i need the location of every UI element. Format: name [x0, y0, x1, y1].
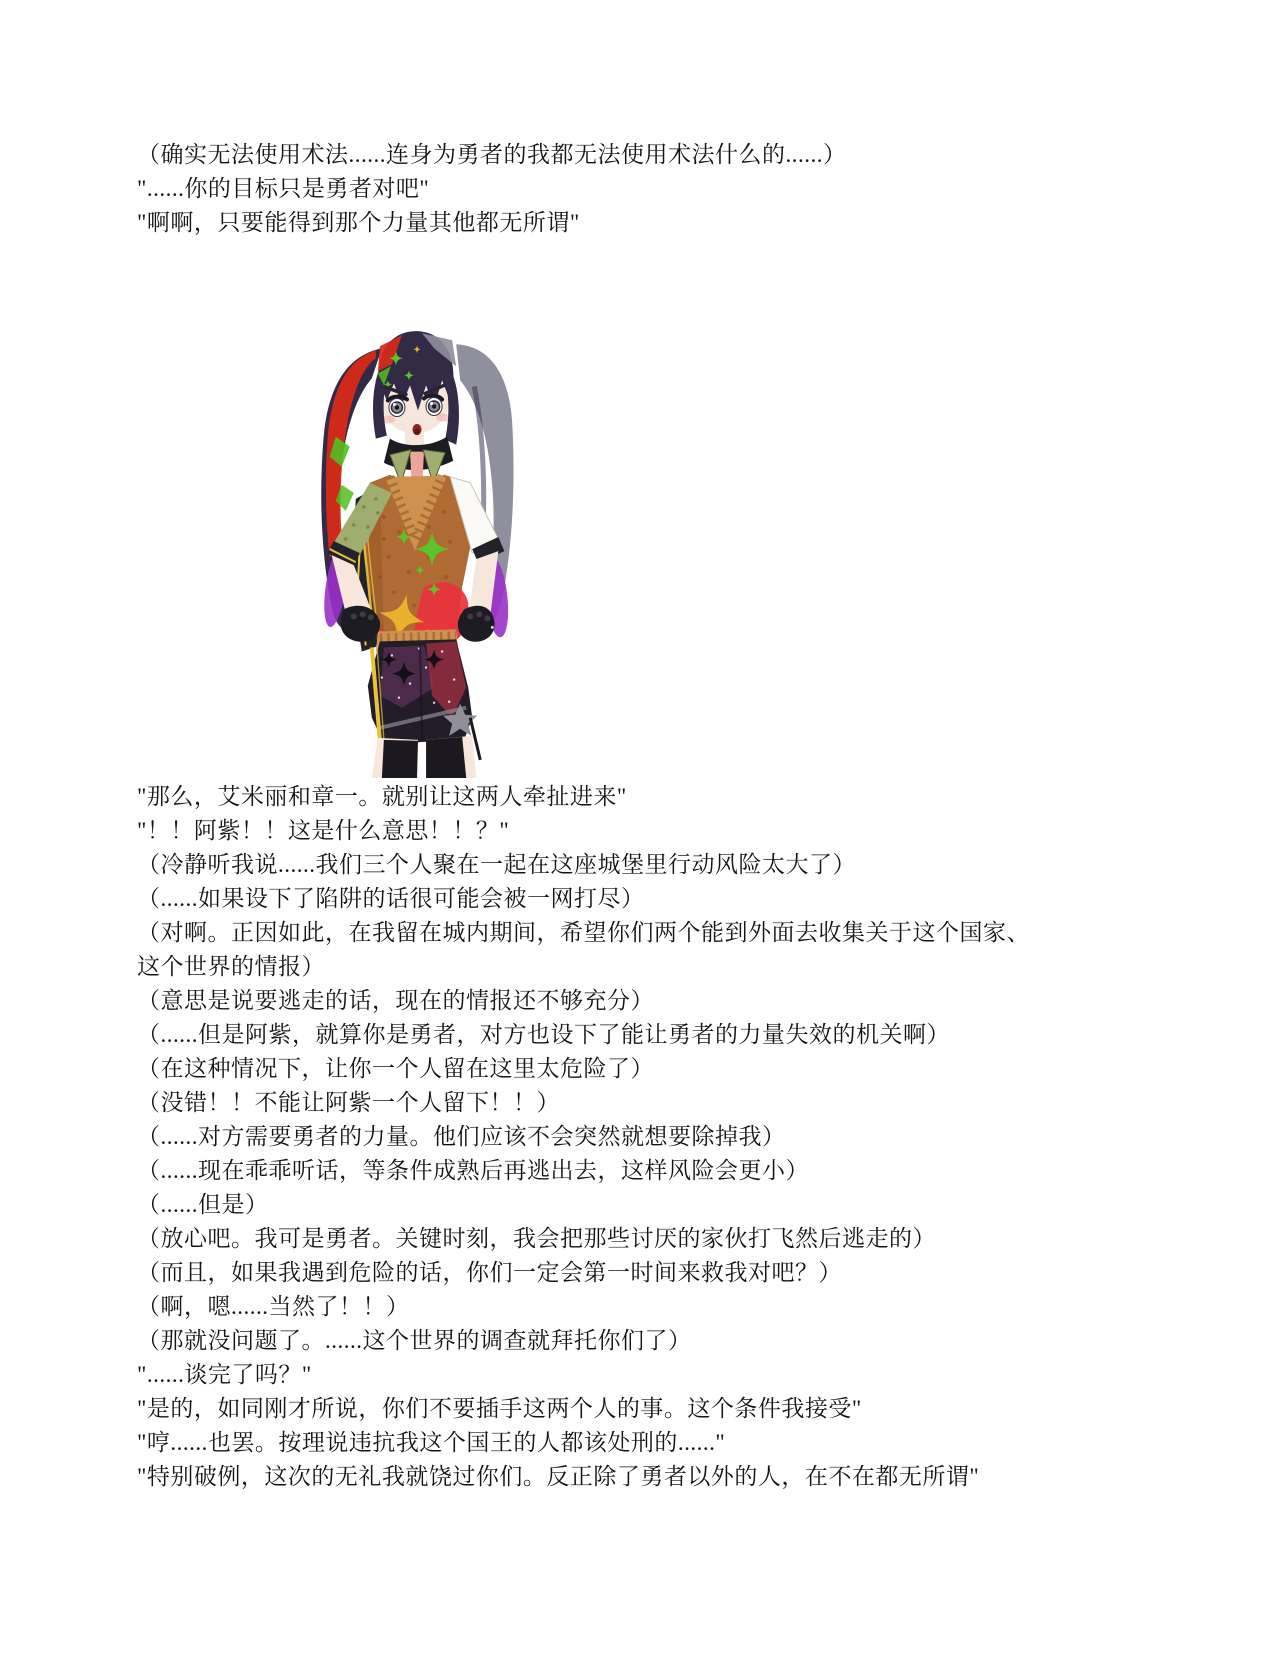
dialogue-line: "啊啊，只要能得到那个力量其他都无所谓"	[137, 210, 580, 235]
dialogue-line: （放心吧。我可是勇者。关键时刻，我会把那些讨厌的家伙打飞然后逃走的）	[137, 1226, 936, 1251]
character-illustration	[283, 286, 545, 778]
dialogue-line: （而且，如果我遇到危险的话，你们一定会第一时间来救我对吧？）	[137, 1260, 842, 1285]
dialogue-line: "哼......也罢。按理说违抗我这个国王的人都该处刑的......"	[137, 1430, 726, 1455]
twin-tail-girl-drawing	[283, 286, 545, 778]
dialogue-line: （......对方需要勇者的力量。他们应该不会突然就想要除掉我）	[137, 1124, 786, 1149]
dialogue-line: （意思是说要逃走的话，现在的情报还不够充分）	[137, 988, 654, 1013]
dialogue-line: "......谈完了吗？"	[137, 1362, 312, 1387]
dialogue-line: （确实无法使用术法......连身为勇者的我都无法使用术法什么的......）	[137, 142, 847, 167]
dialogue-line: "......你的目标只是勇者对吧"	[137, 176, 430, 201]
dialogue-line: "是的，如同刚才所说，你们不要插手这两个人的事。这个条件我接受"	[137, 1396, 862, 1421]
dialogue-line: （冷静听我说......我们三个人聚在一起在这座城堡里行动风险太大了）	[137, 852, 856, 877]
dialogue-line: （啊，嗯......当然了！！）	[137, 1294, 410, 1319]
dialogue-line: "特别破例，这次的无礼我就饶过你们。反正除了勇者以外的人，在不在都无所谓"	[137, 1464, 980, 1489]
dialogue-line: （没错！！不能让阿紫一个人留下！！）	[137, 1090, 560, 1115]
dialogue-line: （......但是）	[137, 1192, 269, 1217]
legs	[372, 736, 476, 778]
dialogue-line: （......现在乖乖听话，等条件成熟后再逃出去，这样风险会更小）	[137, 1158, 809, 1183]
dialogue-line: （......但是阿紫，就算你是勇者，对方也设下了能让勇者的力量失效的机关啊）	[137, 1022, 950, 1047]
dialogue-block-bottom	[137, 780, 1049, 1494]
dialogue-line: （在这种情况下，让你一个人留在这里太危险了）	[137, 1056, 654, 1081]
dialogue-line: （对啊。正因如此，在我留在城内期间，希望你们两个能到外面去收集关于这个国家、这个世界的情报）	[137, 920, 1030, 979]
right-glove	[458, 606, 495, 642]
dialogue-line: "那么，艾米丽和章一。就别让这两人牵扯进来"	[137, 784, 627, 809]
dialogue-line: （那就没问题了。......这个世界的调查就拜托你们了）	[137, 1328, 692, 1353]
dialogue-line: （......如果设下了陷阱的话很可能会被一网打尽）	[137, 886, 645, 911]
dialogue-block-top	[137, 138, 1097, 240]
dialogue-line: "！！阿紫！！这是什么意思！！？"	[137, 818, 510, 843]
